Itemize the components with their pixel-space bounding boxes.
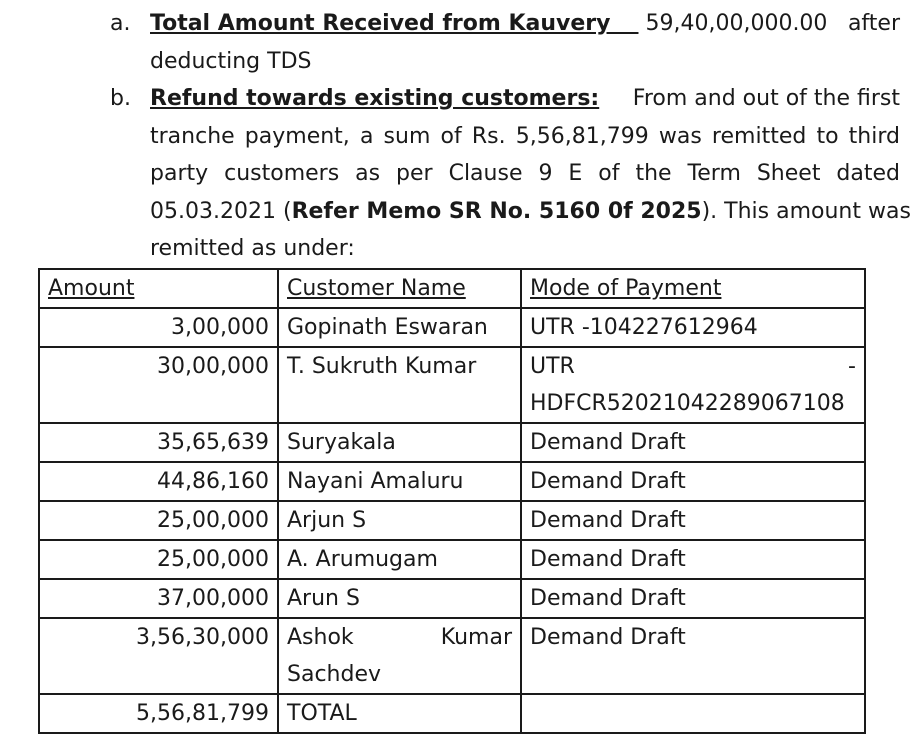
table-row bbox=[39, 462, 865, 501]
customer-name-cell: Nayani Amaluru bbox=[278, 462, 521, 501]
mode-cell: Demand Draft bbox=[521, 618, 865, 694]
mode-cell: Demand Draft bbox=[521, 579, 865, 618]
table-row bbox=[39, 423, 865, 462]
column-header-amount: Amount bbox=[39, 269, 278, 308]
amount-cell: 30,00,000 bbox=[39, 347, 278, 423]
item-b-line-4: 05.03.2021 (Refer Memo SR No. 5160 0f 2025). This amount was bbox=[150, 198, 911, 224]
table-header-row bbox=[39, 269, 865, 308]
customer-name-cell: Arun S bbox=[278, 579, 521, 618]
item-a-heading: Total Amount Received from Kauvery bbox=[150, 11, 611, 36]
item-a-line-1 bbox=[150, 5, 900, 43]
mode-cell: Demand Draft bbox=[521, 501, 865, 540]
table-row bbox=[39, 501, 865, 540]
table-total-row bbox=[39, 694, 865, 733]
memo-date: 05.03.2021 bbox=[150, 198, 276, 224]
amount-cell: 25,00,000 bbox=[39, 501, 278, 540]
customer-name-cell: T. Sukruth Kumar bbox=[278, 347, 521, 423]
customer-name-cell: Ashok Kumar Sachdev bbox=[278, 618, 521, 694]
amount-cell: 44,86,160 bbox=[39, 462, 278, 501]
list-item-body bbox=[150, 80, 911, 268]
table-row bbox=[39, 540, 865, 579]
customer-name-cell: Arjun S bbox=[278, 501, 521, 540]
customer-name-cell: A. Arumugam bbox=[278, 540, 521, 579]
customer-name-cell: Suryakala bbox=[278, 423, 521, 462]
amount-cell: 25,00,000 bbox=[39, 540, 278, 579]
memo-reference: Refer Memo SR No. 5160 0f 2025 bbox=[291, 198, 702, 224]
total-label-cell: TOTAL bbox=[278, 694, 521, 733]
mode-cell: Demand Draft bbox=[521, 423, 865, 462]
item-b-line-5: remitted as under: bbox=[150, 236, 355, 261]
item-b-heading: Refund towards existing customers: bbox=[150, 86, 600, 111]
mode-cell: Demand Draft bbox=[521, 462, 865, 501]
item-b-line-1-rest: From and out of the first bbox=[632, 86, 900, 111]
table-row bbox=[39, 347, 865, 423]
column-header-customer-name: Customer Name bbox=[278, 269, 521, 308]
payments-table bbox=[38, 268, 866, 734]
amount-cell: 3,56,30,000 bbox=[39, 618, 278, 694]
mode-cell: UTR -104227612964 bbox=[521, 308, 865, 347]
amount-cell: 3,00,000 bbox=[39, 308, 278, 347]
table-row bbox=[39, 308, 865, 347]
item-a-after: after bbox=[847, 11, 900, 36]
item-a-amount: 59,40,00,000.00 bbox=[645, 11, 828, 36]
total-amount-cell: 5,56,81,799 bbox=[39, 694, 278, 733]
column-header-mode-of-payment: Mode of Payment bbox=[521, 269, 865, 308]
total-mode-cell bbox=[521, 694, 865, 733]
mode-cell: UTR - HDFCR52021042289067108 bbox=[521, 347, 865, 423]
list-item-body bbox=[150, 5, 900, 80]
mode-cell: Demand Draft bbox=[521, 540, 865, 579]
table-row bbox=[39, 579, 865, 618]
customer-name-cell: Gopinath Eswaran bbox=[278, 308, 521, 347]
table-row bbox=[39, 618, 865, 694]
list-marker: b. bbox=[110, 86, 131, 111]
item-a-line-2: deducting TDS bbox=[150, 48, 312, 74]
amount-cell: 37,00,000 bbox=[39, 579, 278, 618]
item-b-line-2: tranche payment, a sum of Rs. 5,56,81,799 was remitted to third bbox=[150, 123, 900, 149]
list-marker: a. bbox=[110, 11, 131, 36]
item-b-line-3: party customers as per Clause 9 E of the Term Sheet dated bbox=[150, 161, 900, 186]
amount-cell: 35,65,639 bbox=[39, 423, 278, 462]
item-b-line-1 bbox=[150, 80, 900, 118]
